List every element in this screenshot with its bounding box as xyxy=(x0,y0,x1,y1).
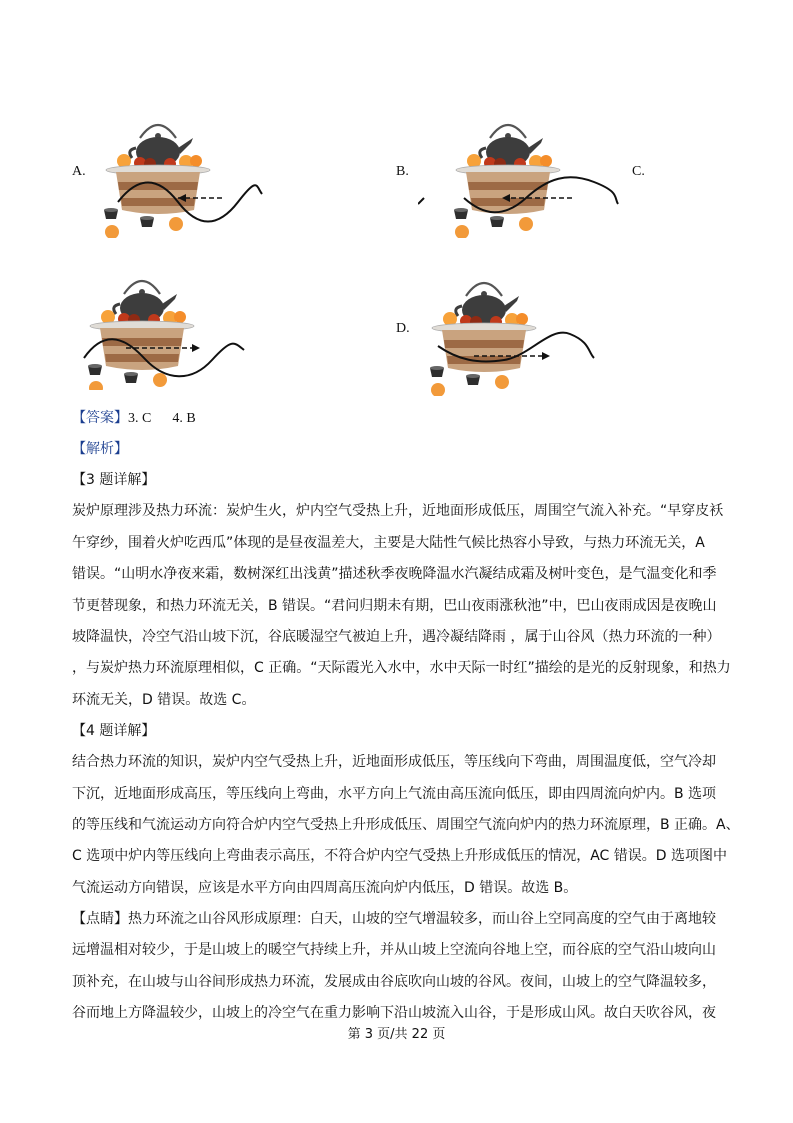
option-a-label: A. xyxy=(72,164,86,179)
tip-line-3: 顶补充，在山坡与山谷间形成热力环流，发展成由谷底吹向山坡的谷风。夜间，山坡上的空气降温较多， xyxy=(72,974,716,990)
q3-line-3: 错误。“山明水净夜来霜，数树深红出浅黄”描述秋季夜晚降温水汽凝结成霜及树叶变色，是气温变化和季 xyxy=(72,566,717,582)
figure-option-a xyxy=(98,106,268,238)
tip-line-4: 谷而地上方降温较少，山坡上的冷空气在重力影响下沿山坡流入山谷，于是形成山风。故白天吹谷风，夜 xyxy=(72,1005,716,1021)
q3-line-2: 午穿纱，围着火炉吃西瓜”体现的是昼夜温差大，主要是大陆性气候比热容小导致，与热力环流无关，A xyxy=(72,535,705,551)
figure-option-d xyxy=(424,264,600,396)
figure-option-b xyxy=(418,106,628,238)
q3-line-4: 节更替现象，和热力环流无关，B 错误。“君问归期未有期，巴山夜雨涨秋池”中，巴山夜雨成因是夜晚山 xyxy=(72,598,717,614)
tip-label: 【点睛】 xyxy=(72,911,128,927)
q3-label: 【3 题详解】 xyxy=(72,472,156,488)
page-footer: 第 3 页/共 22 页 xyxy=(347,1027,446,1042)
tip-line-2: 远增温相对较少，于是山坡上的暖空气持续上升，并从山坡上空流向谷地上空，而谷底的空气沿山坡向山 xyxy=(72,942,716,958)
analysis-label: 【解析】 xyxy=(72,441,128,457)
option-d-label: D. xyxy=(396,321,410,336)
tip-text-1: 热力环流之山谷风形成原理：白天，山坡的空气增温较多，而山谷上空同高度的空气由于离地较 xyxy=(128,911,716,927)
q4-line-3: 的等压线和气流运动方向符合炉内空气受热上升形成低压、周围空气流向炉内的热力环流原理，B 正确。A、 xyxy=(72,817,740,833)
figure-option-c xyxy=(82,262,252,390)
q4-line-1: 结合热力环流的知识，炭炉内空气受热上升，近地面形成低压，等压线向下弯曲，周围温度低，空气冷却 xyxy=(72,754,716,770)
answer-value: 3. C 4. B xyxy=(128,411,196,426)
q3-line-1: 炭炉原理涉及热力环流：炭炉生火，炉内空气受热上升，近地面形成低压，周围空气流入补充。“早穿皮袄 xyxy=(72,503,724,519)
option-c-label: C. xyxy=(632,164,645,179)
q3-line-5: 坡降温快，冷空气沿山坡下沉，谷底暖湿空气被迫上升，遇冷凝结降雨 ，属于山谷风（热力环流的一种） xyxy=(72,629,721,645)
q4-line-5: 气流运动方向错误，应该是水平方向由四周高压流向炉内低压，D 错误。故选 B。 xyxy=(72,880,578,896)
option-b-label: B. xyxy=(396,164,409,179)
q3-line-7: 环流无关，D 错误。故选 C。 xyxy=(72,692,256,708)
q4-label: 【4 题详解】 xyxy=(72,723,156,739)
answer-label: 【答案】 xyxy=(72,410,128,426)
tip-line-1 xyxy=(72,909,716,929)
q4-line-4: C 选项中炉内等压线向上弯曲表示高压，不符合炉内空气受热上升形成低压的情况，AC 错误。D 选项图中 xyxy=(72,848,728,864)
answer-line xyxy=(72,408,196,429)
q4-line-2: 下沉，近地面形成高压，等压线向上弯曲，水平方向上气流由高压流向低压，即由四周流向炉内。B 选项 xyxy=(72,786,717,802)
q3-line-6: ，与炭炉热力环流原理相似，C 正确。“天际霞光入水中，水中天际一时红”描绘的是光的反射现象，和热力 xyxy=(72,660,731,676)
